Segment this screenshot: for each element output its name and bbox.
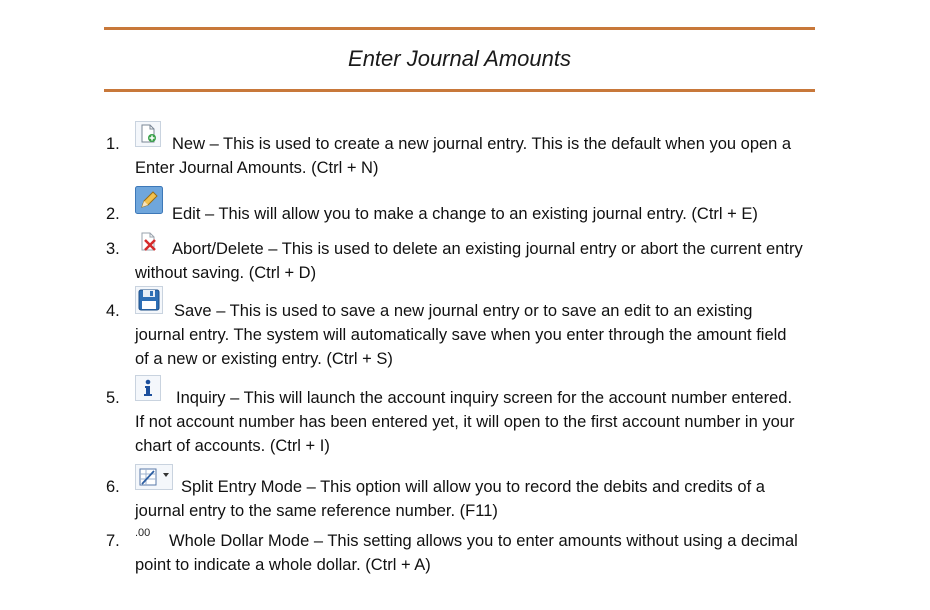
- whole-dollar-icon[interactable]: .00: [135, 527, 151, 539]
- item-text-line: Whole Dollar Mode – This setting allows you to enter amounts without using a decimal: [169, 532, 798, 550]
- pencil-edit-icon[interactable]: [135, 186, 163, 214]
- item-text-line: point to indicate a whole dollar. (Ctrl + A): [135, 556, 431, 574]
- floppy-save-icon[interactable]: [135, 286, 163, 314]
- item-text-line: journal entry to the same reference number. (F11): [135, 502, 498, 520]
- item-number: 1.: [106, 135, 120, 153]
- new-document-icon[interactable]: [135, 121, 161, 147]
- item-number: 6.: [106, 478, 120, 496]
- bottom-divider: [104, 89, 815, 92]
- item-number: 3.: [106, 240, 120, 258]
- item-text-line: chart of accounts. (Ctrl + I): [135, 437, 330, 455]
- item-number: 4.: [106, 302, 120, 320]
- item-text-line: New – This is used to create a new journal entry. This is the default when you open a: [172, 135, 792, 153]
- item-text-line: Save – This is used to save a new journal entry or to save an edit to an existing: [174, 302, 753, 320]
- item-text-line: Split Entry Mode – This option will allow you to record the debits and credits of a: [181, 478, 765, 496]
- item-text-line: journal entry. The system will automatically save when you enter through the amount field: [135, 326, 787, 344]
- item-text-line: Abort/Delete – This is used to delete an existing journal entry or abort the current entry: [172, 240, 803, 258]
- item-number: 7.: [106, 532, 120, 550]
- top-divider: [104, 27, 815, 30]
- item-text-line: Enter Journal Amounts. (Ctrl + N): [135, 159, 379, 177]
- item-number: 5.: [106, 389, 120, 407]
- info-icon[interactable]: [135, 375, 161, 401]
- page-title: Enter Journal Amounts: [348, 46, 571, 71]
- item-text-line: Edit – This will allow you to make a change to an existing journal entry. (Ctrl + E): [172, 205, 758, 223]
- item-number: 2.: [106, 205, 120, 223]
- item-text-line: of a new or existing entry. (Ctrl + S): [135, 350, 393, 368]
- delete-document-icon[interactable]: [135, 229, 161, 255]
- split-entry-icon[interactable]: [135, 464, 173, 490]
- item-text-line: If not account number has been entered yet, it will open to the first account number in your: [135, 413, 795, 431]
- item-text-line: Inquiry – This will launch the account inquiry screen for the account number entered.: [176, 389, 793, 407]
- item-text-line: without saving. (Ctrl + D): [135, 264, 317, 282]
